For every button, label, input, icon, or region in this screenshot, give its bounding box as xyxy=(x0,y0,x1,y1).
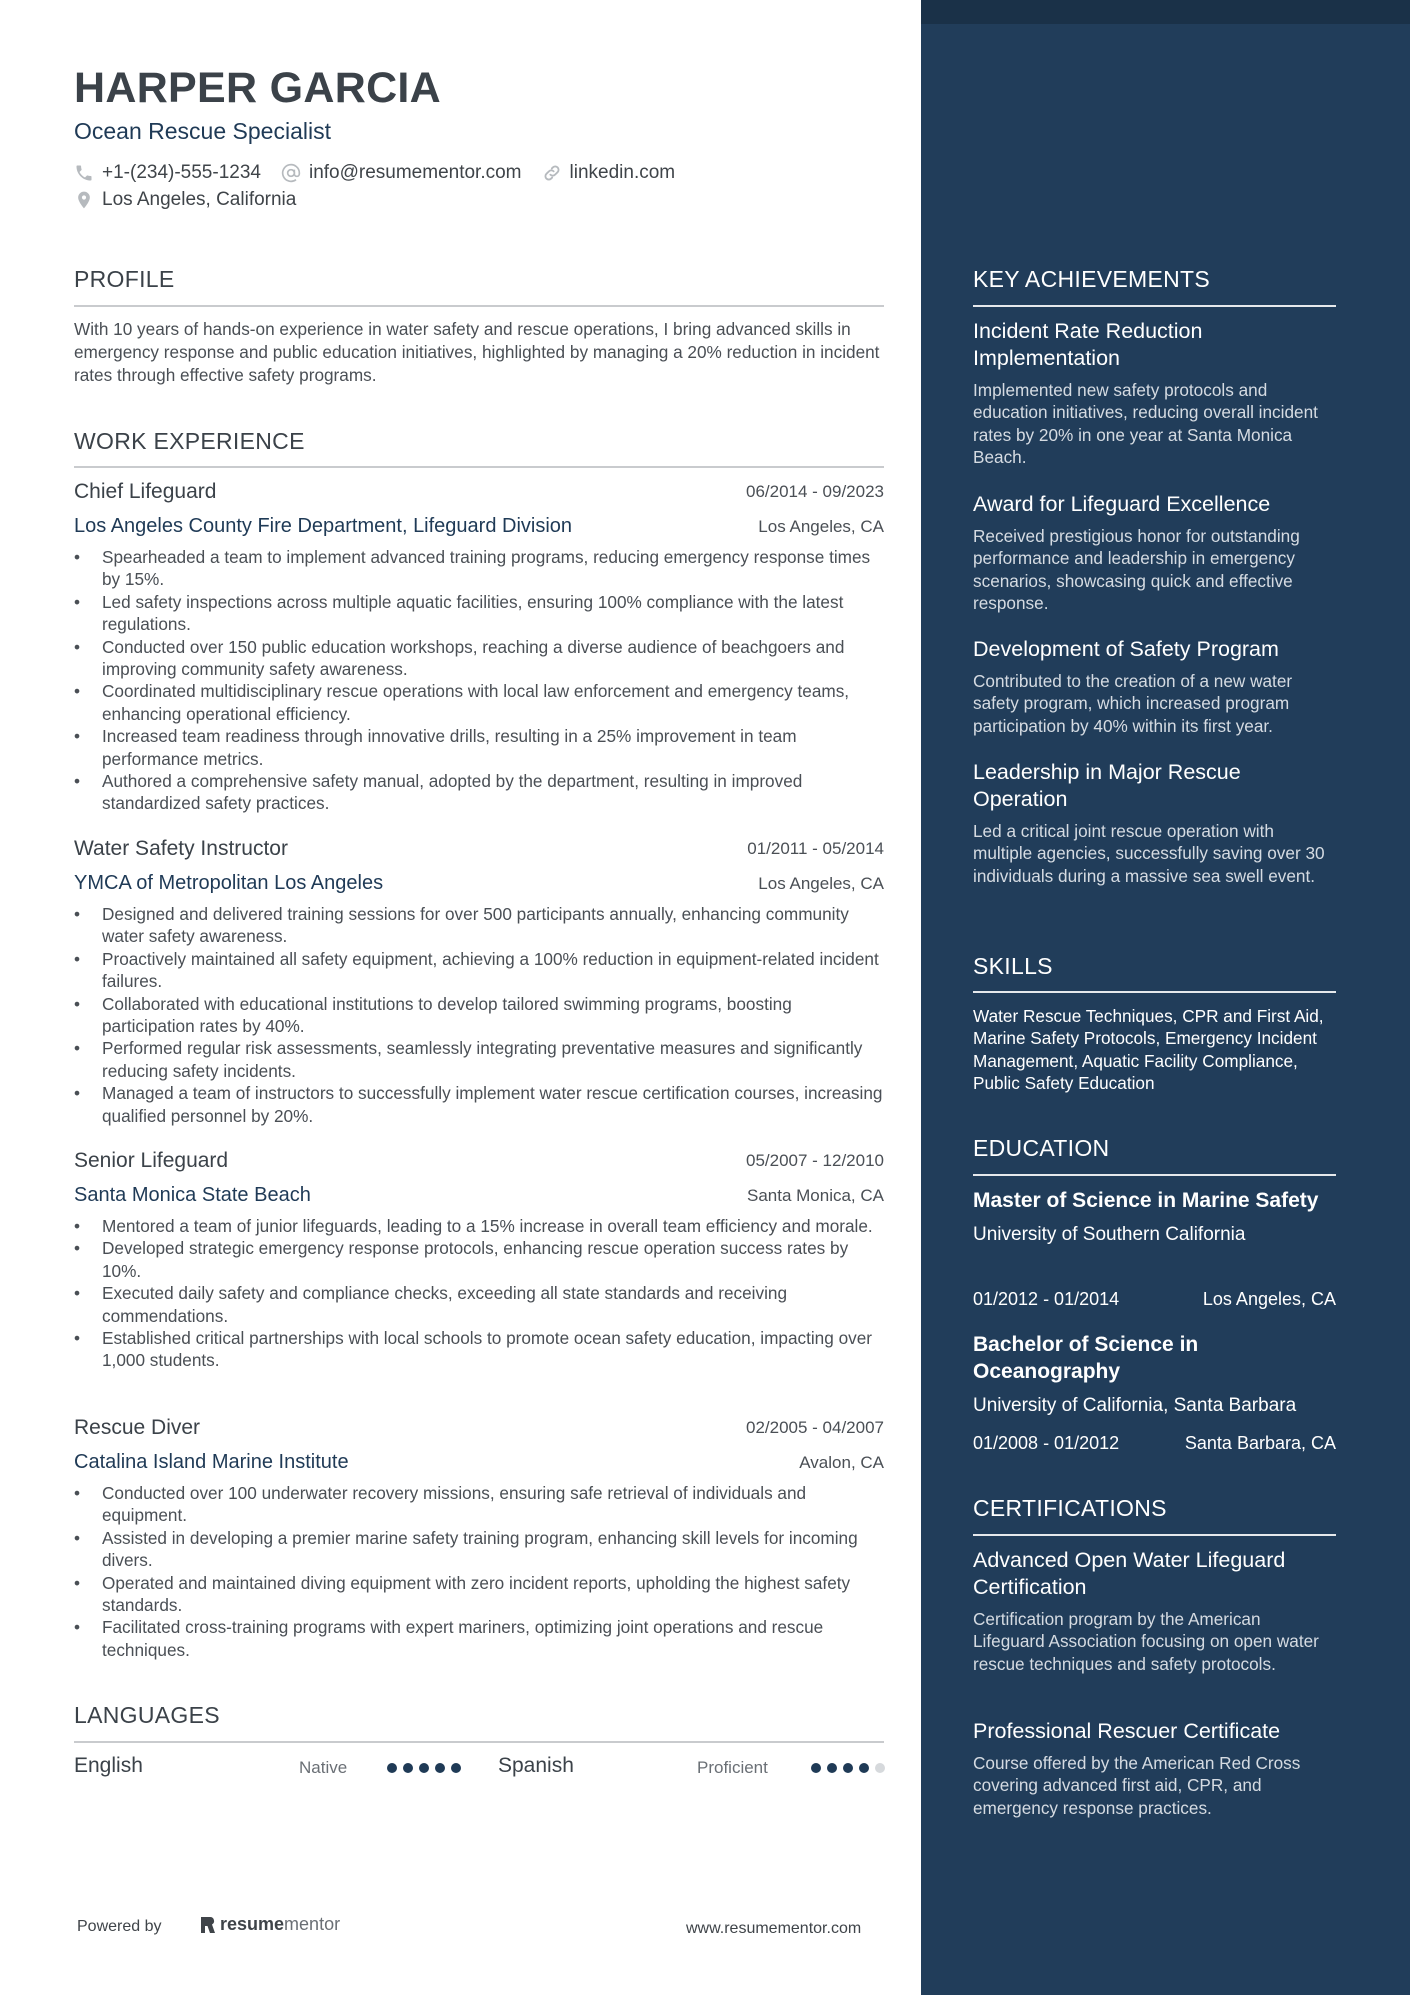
list-item: • Designed and delivered training sessions for over 500 participants annually, enhancing community water safety awareness. xyxy=(74,903,884,948)
languages-row xyxy=(74,1752,884,1782)
rating-dot-filled xyxy=(419,1763,429,1773)
list-item: • Facilitated cross-training programs with expert mariners, optimizing joint operations and rescue techniques. xyxy=(74,1616,884,1661)
logo-text-light: mentor xyxy=(284,1914,341,1934)
list-item: • Assisted in developing a premier marine safety training program, enhancing skill levels for incoming divers. xyxy=(74,1527,884,1572)
job-bullets xyxy=(74,546,884,815)
rating-dot-empty xyxy=(875,1763,885,1773)
location-contact xyxy=(74,189,296,211)
certification-title: Advanced Open Water Lifeguard Certification xyxy=(973,1548,1286,1599)
certification-item xyxy=(973,1718,1336,1819)
candidate-title: Ocean Rescue Specialist xyxy=(74,118,331,144)
language-level: Native xyxy=(299,1758,348,1777)
list-item: • Authored a comprehensive safety manual, adopted by the department, resulting in improved standardized safety practices. xyxy=(74,770,884,815)
certification-desc: Course offered by the American Red Cross covering advanced first aid, CPR, and emergency response practices. xyxy=(973,1753,1301,1818)
logo-icon xyxy=(198,1915,216,1935)
language-level: Proficient xyxy=(697,1758,768,1777)
rating-dot-filled xyxy=(403,1763,413,1773)
achievements-heading: KEY ACHIEVEMENTS xyxy=(973,266,1211,292)
achievement-title: Award for Lifeguard Excellence xyxy=(973,492,1271,516)
education-school: University of Southern California xyxy=(973,1224,1246,1245)
certification-item xyxy=(973,1547,1336,1675)
certification-desc: Certification program by the American Lifeguard Association focusing on open water rescue techniques and safety protocols. xyxy=(973,1609,1319,1674)
achievement-desc: Led a critical joint rescue operation with multiple agencies, successfully saving over 30 individuals during a massive sea swell event. xyxy=(973,821,1325,886)
education-date: 01/2008 - 01/2012 xyxy=(973,1433,1120,1453)
phone-text: +1-(234)-555-1234 xyxy=(102,162,261,183)
sidebar-top-band xyxy=(921,0,1410,24)
certification-title: Professional Rescuer Certificate xyxy=(973,1719,1281,1743)
rating-dot-filled xyxy=(451,1763,461,1773)
list-item: • Coordinated multidisciplinary rescue operations with local law enforcement and emergency teams, enhancing operational efficiency. xyxy=(74,680,884,725)
job-title: Chief Lifeguard xyxy=(74,480,217,503)
list-item: • Increased team readiness through innovative drills, resulting in a 25% improvement in team performance metrics. xyxy=(74,725,884,770)
achievement-title: Incident Rate Reduction Implementation xyxy=(973,319,1203,370)
job-date: 05/2007 - 12/2010 xyxy=(745,1151,884,1170)
education-school: University of California, Santa Barbara xyxy=(973,1395,1297,1416)
list-item: • Led safety inspections across multiple aquatic facilities, ensuring 100% compliance with the latest regulations. xyxy=(74,591,884,636)
education-divider xyxy=(973,1174,1336,1176)
job-company: Santa Monica State Beach xyxy=(74,1184,311,1206)
job-title: Water Safety Instructor xyxy=(74,837,288,860)
logo-text-bold: resume xyxy=(220,1914,285,1934)
languages-divider xyxy=(74,1741,884,1743)
list-item: • Conducted over 100 underwater recovery missions, ensuring safe retrieval of individuals and equipment. xyxy=(74,1482,884,1527)
profile-heading: PROFILE xyxy=(74,266,175,292)
education-item xyxy=(973,1331,1336,1417)
rating-dot-filled xyxy=(387,1763,397,1773)
skills-divider xyxy=(973,991,1336,993)
achievement-item xyxy=(973,491,1336,615)
rating-dot-filled xyxy=(827,1763,837,1773)
phone-icon xyxy=(74,163,94,183)
email-contact[interactable] xyxy=(281,162,522,184)
work-heading: WORK EXPERIENCE xyxy=(74,428,305,454)
phone-contact xyxy=(74,162,261,184)
linkedin-contact[interactable] xyxy=(542,162,676,184)
languages-heading: LANGUAGES xyxy=(74,1702,220,1728)
achievement-item xyxy=(973,318,1336,469)
language-rating xyxy=(811,1763,891,1773)
job-location: Los Angeles, CA xyxy=(758,874,884,893)
email-text[interactable]: info@resumementor.com xyxy=(308,162,522,183)
list-item: • Established critical partnerships with local schools to promote ocean safety education, impacting over 1,000 students. xyxy=(74,1327,884,1372)
list-item: • Conducted over 150 public education workshops, reaching a diverse audience of beachgoers and improving community safety awareness. xyxy=(74,636,884,681)
achievement-desc: Implemented new safety protocols and education initiatives, reducing overall incident rates by 20% in one year at Santa Monica Beach. xyxy=(973,380,1318,468)
skills-heading: SKILLS xyxy=(973,953,1053,979)
job-bullets xyxy=(74,1482,884,1661)
job-location: Los Angeles, CA xyxy=(758,517,884,536)
education-degree: Master of Science in Marine Safety xyxy=(973,1189,1319,1212)
certifications-heading: CERTIFICATIONS xyxy=(973,1495,1167,1521)
job-location: Santa Monica, CA xyxy=(746,1186,884,1205)
job-title: Rescue Diver xyxy=(74,1416,201,1439)
job-bullets xyxy=(74,903,884,1127)
job-date: 02/2005 - 04/2007 xyxy=(745,1418,884,1437)
job-company: Catalina Island Marine Institute xyxy=(74,1451,349,1473)
skills-list: Water Rescue Techniques, CPR and First Aid, Marine Safety Protocols, Emergency Incident Management, Aquatic Facility Compliance, Public Safety Education xyxy=(973,1006,1324,1094)
list-item: • Operated and maintained diving equipment with zero incident reports, upholding the highest safety standards. xyxy=(74,1572,884,1617)
link-icon xyxy=(542,163,562,183)
list-item: • Managed a team of instructors to successfully implement water rescue certification courses, increasing qualified personnel by 20%. xyxy=(74,1082,884,1127)
language-name: English xyxy=(74,1754,143,1777)
education-location: Los Angeles, CA xyxy=(1202,1289,1336,1309)
at-sign-icon xyxy=(281,163,301,183)
profile-summary: With 10 years of hands-on experience in water safety and rescue operations, I bring advanced skills in emergency response and public education initiatives, highlighted by managing a 20% reduction in incident rates through effective safety programs. xyxy=(74,319,880,385)
list-item: • Spearheaded a team to implement advanced training programs, reducing emergency response times by 15%. xyxy=(74,546,884,591)
achievement-item xyxy=(973,636,1336,737)
achievement-title: Development of Safety Program xyxy=(973,637,1279,661)
job-date: 06/2014 - 09/2023 xyxy=(745,482,884,501)
education-degree: Bachelor of Science in Oceanography xyxy=(973,1333,1199,1383)
sidebar xyxy=(921,0,1410,1995)
job-company: Los Angeles County Fire Department, Lifeguard Division xyxy=(74,515,573,537)
list-item: • Executed daily safety and compliance checks, exceeding all state standards and receiving commendations. xyxy=(74,1282,884,1327)
achievement-desc: Received prestigious honor for outstanding performance and leadership in emergency scenarios, showcasing quick and effective response. xyxy=(973,526,1300,614)
language-name: Spanish xyxy=(498,1754,574,1777)
job-bullets xyxy=(74,1215,884,1372)
rating-dot-filled xyxy=(859,1763,869,1773)
list-item: • Mentored a team of junior lifeguards, leading to a 15% increase in overall team efficiency and morale. xyxy=(74,1215,884,1237)
location-text: Los Angeles, California xyxy=(102,189,297,210)
job-company: YMCA of Metropolitan Los Angeles xyxy=(74,872,384,894)
list-item: • Developed strategic emergency response protocols, enhancing rescue operation success rates by 10%. xyxy=(74,1237,884,1282)
rating-dot-filled xyxy=(811,1763,821,1773)
list-item: • Collaborated with educational institutions to develop tailored swimming programs, boosting participation rates by 40%. xyxy=(74,993,884,1038)
achievement-desc: Contributed to the creation of a new water safety program, which increased program participation by 40% within its first year. xyxy=(973,671,1293,736)
education-item xyxy=(973,1187,1336,1246)
achievement-title: Leadership in Major Rescue Operation xyxy=(973,760,1241,811)
education-date: 01/2012 - 01/2014 xyxy=(973,1289,1120,1309)
education-meta xyxy=(973,1433,1336,1454)
list-item: • Proactively maintained all safety equipment, achieving a 100% reduction in equipment-related incident failures. xyxy=(74,948,884,993)
achievement-item xyxy=(973,759,1336,887)
education-heading: EDUCATION xyxy=(973,1135,1110,1161)
language-rating xyxy=(387,1763,467,1773)
powered-by-label: Powered by xyxy=(77,1918,162,1935)
certifications-divider xyxy=(973,1534,1336,1536)
candidate-name: HARPER GARCIA xyxy=(74,64,442,112)
contact-row-1 xyxy=(74,162,695,184)
job-location: Avalon, CA xyxy=(799,1453,884,1472)
job-title: Senior Lifeguard xyxy=(74,1149,229,1172)
education-location: Santa Barbara, CA xyxy=(1184,1433,1336,1453)
resumementor-logo[interactable] xyxy=(198,1914,340,1935)
contact-row-2 xyxy=(74,189,316,211)
map-pin-icon xyxy=(74,190,94,210)
job-date: 01/2011 - 05/2014 xyxy=(747,839,884,858)
profile-divider xyxy=(74,305,884,307)
achievements-divider xyxy=(973,305,1336,307)
rating-dot-filled xyxy=(435,1763,445,1773)
rating-dot-filled xyxy=(843,1763,853,1773)
list-item: • Performed regular risk assessments, seamlessly integrating preventative measures and significantly reducing safety incidents. xyxy=(74,1037,884,1082)
footer-website[interactable]: www.resumementor.com xyxy=(686,1920,862,1937)
linkedin-text[interactable]: linkedin.com xyxy=(569,162,676,183)
work-divider xyxy=(74,466,884,468)
education-meta xyxy=(973,1289,1336,1310)
